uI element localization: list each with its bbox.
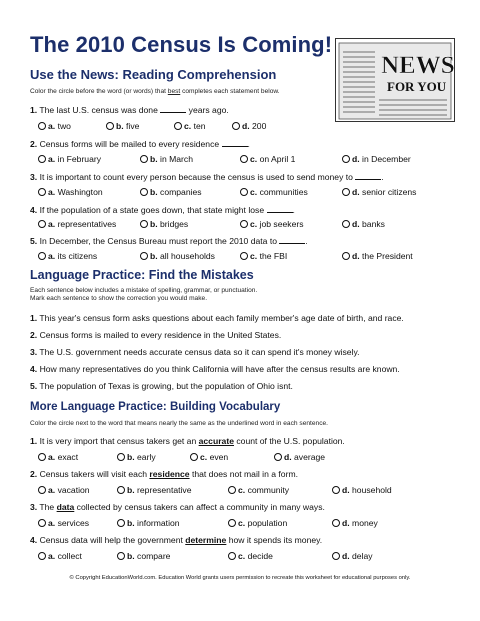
option-b[interactable]: b. companies	[140, 187, 202, 197]
option-b[interactable]: b. information	[117, 518, 180, 528]
reading-question-2: 2. Census forms will be mailed to every residence .	[30, 139, 250, 149]
mistake-sentence-2: 2. Census forms is mailed to every residence in the United States.	[30, 330, 282, 340]
reading-options-1	[38, 121, 478, 133]
answer-circle	[117, 552, 125, 560]
option-c[interactable]: c. population	[228, 518, 287, 528]
option-c[interactable]: c. the FBI	[240, 251, 287, 261]
option-b[interactable]: b. bridges	[140, 219, 188, 229]
reading-comprehension-instructions: Color the circle before the word (or words) that best completes each statement below.	[30, 88, 280, 95]
news-for-you-logo	[335, 38, 455, 122]
option-d[interactable]: d. money	[332, 518, 378, 528]
answer-circle	[228, 519, 236, 527]
reading-question-1: 1. The last U.S. census was done years ago.	[30, 105, 229, 115]
option-d[interactable]: d. household	[332, 485, 392, 495]
vocab-options-1	[38, 452, 478, 464]
answer-circle	[232, 122, 240, 130]
option-c[interactable]: c. on April 1	[240, 154, 295, 164]
answer-blank	[279, 243, 305, 244]
answer-circle	[342, 220, 350, 228]
option-a[interactable]: a. its citizens	[38, 251, 97, 261]
option-d[interactable]: d. 200	[232, 121, 266, 131]
option-d[interactable]: d. average	[274, 452, 325, 462]
underlined-word: determine	[185, 535, 227, 545]
answer-circle	[140, 188, 148, 196]
vocab-question-1: 1. It is very import that census takers get an accurate count of the U.S. population.	[30, 436, 345, 446]
answer-circle	[228, 486, 236, 494]
answer-circle	[38, 453, 46, 461]
reading-options-4	[38, 219, 478, 231]
option-a[interactable]: a. collect	[38, 551, 82, 561]
vocab-question-2: 2. Census takers will visit each residence that does not mail in a form.	[30, 469, 298, 479]
reading-question-3: 3. It is important to count every person because the census is used to send money to .	[30, 172, 384, 182]
option-b[interactable]: b. five	[106, 121, 139, 131]
option-c[interactable]: c. ten	[174, 121, 206, 131]
answer-blank	[160, 112, 186, 113]
answer-circle	[228, 552, 236, 560]
answer-circle	[190, 453, 198, 461]
underlined-word: residence	[149, 469, 190, 479]
option-c[interactable]: c. community	[228, 485, 289, 495]
option-b[interactable]: b. early	[117, 452, 156, 462]
option-a[interactable]: a. representatives	[38, 219, 116, 229]
answer-circle	[332, 486, 340, 494]
answer-circle	[240, 155, 248, 163]
option-b[interactable]: b. all households	[140, 251, 215, 261]
answer-circle	[274, 453, 282, 461]
option-d[interactable]: d. the President	[342, 251, 413, 261]
option-d[interactable]: d. banks	[342, 219, 385, 229]
reading-question-5: 5. In December, the Census Bureau must report the 2010 data to .	[30, 236, 308, 246]
answer-circle	[240, 220, 248, 228]
answer-circle	[140, 155, 148, 163]
option-a[interactable]: a. vacation	[38, 485, 90, 495]
answer-circle	[240, 188, 248, 196]
mistake-sentence-4: 4. How many representatives do you think California will have after the census results are known.	[30, 364, 400, 374]
mistake-sentence-5: 5. The population of Texas is growing, but the population of Ohio isnt.	[30, 381, 293, 391]
reading-comprehension-heading: Use the News: Reading Comprehension	[30, 67, 277, 82]
answer-circle	[38, 188, 46, 196]
vocab-options-2	[38, 485, 478, 497]
option-a[interactable]: a. exact	[38, 452, 78, 462]
answer-circle	[106, 122, 114, 130]
reading-options-2	[38, 154, 478, 166]
mistake-sentence-3: 3. The U.S. government needs accurate census data so it can spend it's money wisely.	[30, 347, 360, 357]
answer-circle	[342, 155, 350, 163]
option-c[interactable]: c. communities	[240, 187, 308, 197]
option-a[interactable]: a. services	[38, 518, 89, 528]
answer-blank	[355, 179, 381, 180]
answer-circle	[117, 453, 125, 461]
building-vocabulary-heading: More Language Practice: Building Vocabulary	[30, 401, 281, 413]
answer-circle	[342, 188, 350, 196]
answer-circle	[240, 252, 248, 260]
answer-circle	[38, 155, 46, 163]
vocab-options-3	[38, 518, 478, 530]
building-vocabulary-instructions: Color the circle next to the word that means nearly the same as the underlined word in each sentence.	[30, 420, 328, 427]
option-a[interactable]: a. Washington	[38, 187, 103, 197]
option-c[interactable]: c. decide	[228, 551, 273, 561]
reading-options-5	[38, 251, 478, 263]
option-b[interactable]: b. in March	[140, 154, 193, 164]
option-d[interactable]: d. in December	[342, 154, 411, 164]
answer-circle	[38, 519, 46, 527]
reading-question-4: 4. If the population of a state goes down, that state might lose .	[30, 205, 295, 215]
mistake-sentence-1: 1. This year's census form asks questions about each family member's age date of birth, and race.	[30, 313, 404, 323]
option-d[interactable]: d. delay	[332, 551, 373, 561]
option-c[interactable]: c. even	[190, 452, 228, 462]
answer-circle	[38, 486, 46, 494]
answer-circle	[140, 220, 148, 228]
vocab-question-4: 4. Census data will help the government determine how it spends its money.	[30, 535, 323, 545]
answer-circle	[117, 519, 125, 527]
option-a[interactable]: a. in February	[38, 154, 101, 164]
copyright-footer: © Copyright EducationWorld.com. Education World grants users permission to recreate this worksheet for educational purposes only.	[69, 575, 411, 581]
answer-circle	[38, 252, 46, 260]
vocab-options-4	[38, 551, 478, 563]
option-d[interactable]: d. senior citizens	[342, 187, 416, 197]
logo-news-text: NEWS	[381, 52, 455, 79]
option-b[interactable]: b. representative	[117, 485, 192, 495]
answer-circle	[332, 519, 340, 527]
logo-for-you-text: FOR YOU	[387, 79, 447, 94]
answer-blank	[222, 146, 248, 147]
underlined-word: accurate	[198, 436, 234, 446]
find-mistakes-heading: Language Practice: Find the Mistakes	[30, 268, 254, 282]
vocab-question-3: 3. The data collected by census takers can affect a community in many ways.	[30, 502, 325, 512]
answer-circle	[342, 252, 350, 260]
answer-circle	[38, 552, 46, 560]
option-b[interactable]: b. compare	[117, 551, 170, 561]
worksheet-title: The 2010 Census Is Coming!	[30, 32, 333, 57]
answer-blank	[267, 212, 293, 213]
answer-circle	[38, 122, 46, 130]
underlined-word: data	[56, 502, 75, 512]
answer-circle	[38, 220, 46, 228]
answer-circle	[140, 252, 148, 260]
find-mistakes-instructions-2: Mark each sentence to show the correction you would make.	[30, 295, 208, 302]
reading-options-3	[38, 187, 478, 199]
option-c[interactable]: c. job seekers	[240, 219, 304, 229]
answer-circle	[174, 122, 182, 130]
answer-circle	[332, 552, 340, 560]
find-mistakes-instructions-1: Each sentence below includes a mistake of spelling, grammar, or punctuation.	[30, 287, 258, 294]
answer-circle	[117, 486, 125, 494]
option-a[interactable]: a. two	[38, 121, 71, 131]
